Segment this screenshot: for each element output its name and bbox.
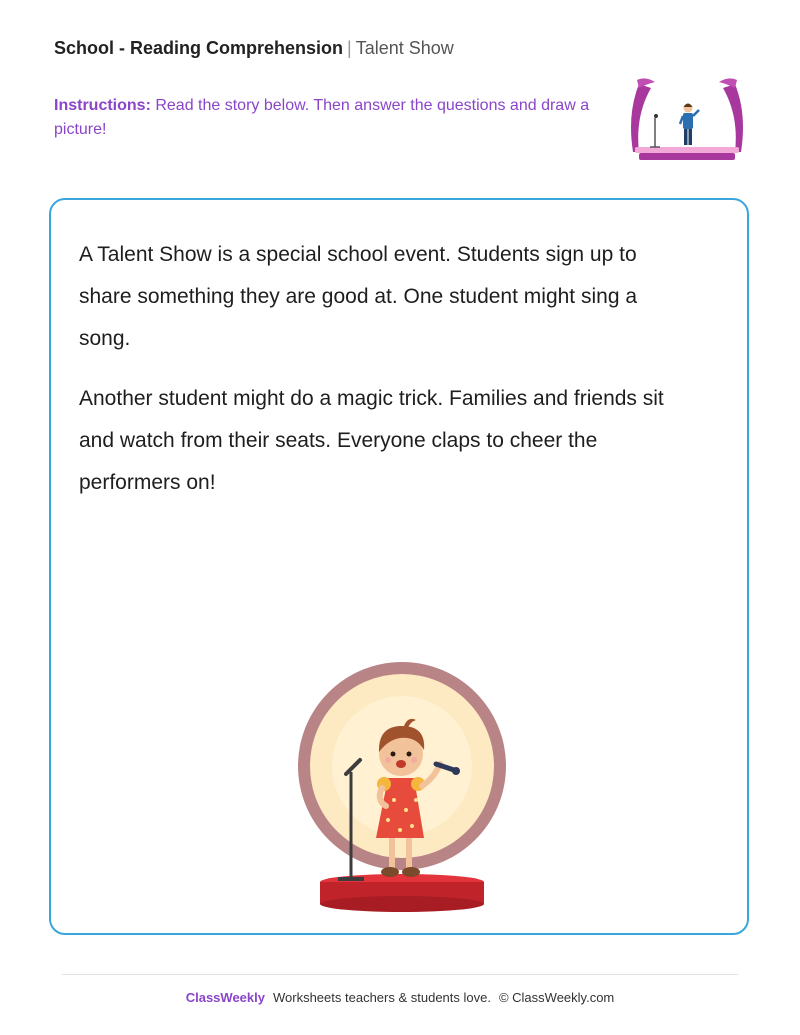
stage-performer-icon <box>625 74 749 164</box>
footer-copyright: © ClassWeekly.com <box>498 990 615 1005</box>
story-paragraph-1: A Talent Show is a special school event. Students sign up to share something they are good at. One student might sing a song. <box>79 243 638 350</box>
title-separator: | <box>347 38 352 58</box>
instructions <box>54 94 614 142</box>
page-header <box>54 38 454 59</box>
footer-divider <box>62 974 738 975</box>
instructions-text: Read the story below. Then answer the questions and draw a picture! <box>54 97 590 138</box>
girl-singing-on-stage-icon <box>296 660 516 920</box>
story-box <box>49 198 749 935</box>
footer <box>0 990 800 1005</box>
instructions-label: Instructions: <box>54 97 151 114</box>
page-title: School - Reading Comprehension <box>54 38 344 58</box>
page-subtitle: Talent Show <box>355 38 454 58</box>
footer-tagline: Worksheets teachers & students love. <box>272 990 491 1005</box>
story-text <box>79 234 679 522</box>
story-paragraph-2: Another student might do a magic trick. Families and friends sit and watch from their seats. Everyone claps to cheer the performers on! <box>79 387 664 494</box>
footer-brand: ClassWeekly <box>185 990 265 1005</box>
